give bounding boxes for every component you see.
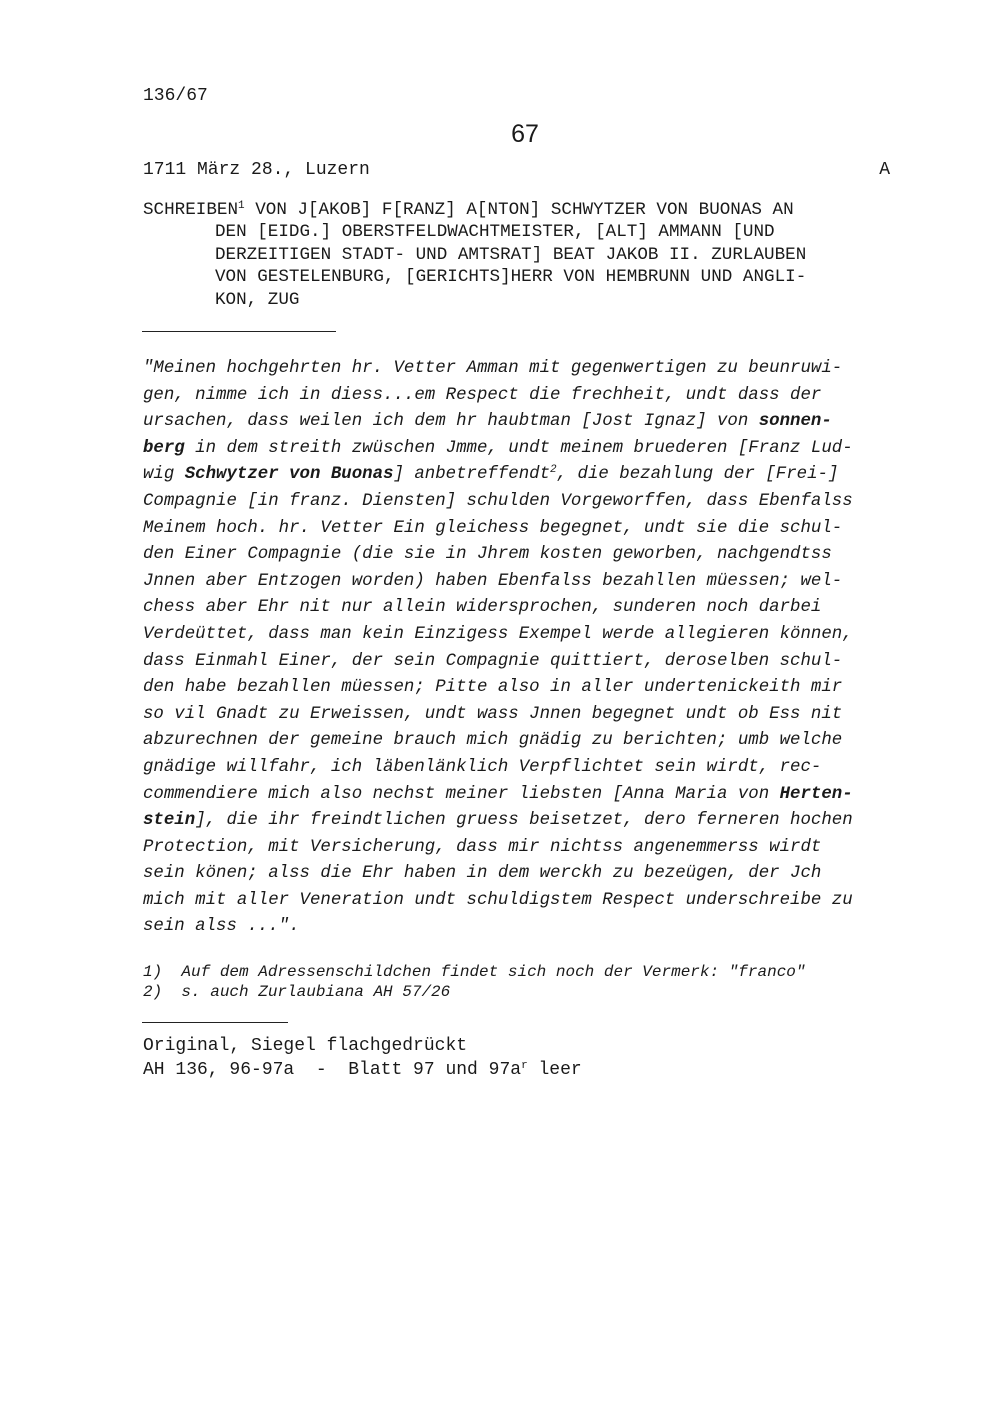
quote-text: in dem streith zwüschen Jmme, undt meinem bruederen [Franz Lud- xyxy=(184,438,853,458)
quote-line xyxy=(143,782,903,809)
quote-line: den habe bezahllen müessen; Pitte also in aller undertenickeith mir xyxy=(143,678,843,698)
quote-text: , die bezahlung der [Frei-] xyxy=(556,465,839,485)
quote-line: Jnnen aber Entzogen worden) haben Ebenfalss bezahllen müessen; wel- xyxy=(143,571,843,591)
quote-line: gnädige willfahr, ich läbenlänklich Verpflichtet sein wirdt, rec- xyxy=(143,757,822,777)
title-line: DEN [EIDG.] OBERSTFELDWACHTMEISTER, [ALT] AMMANN [UND xyxy=(215,222,775,243)
quote-line: dass Einmahl Einer, der sein Compagnie quittiert, deroselben schul- xyxy=(143,651,843,671)
emphasized-name: berg xyxy=(143,438,185,458)
quote-line xyxy=(143,409,903,436)
date-place: 1711 März 28., Luzern xyxy=(143,160,370,180)
source-line xyxy=(143,1058,582,1082)
quote-line: "Meinen hochgehrten hr. Vetter Amman mit gegenwertigen zu beunruwi- xyxy=(143,359,843,378)
source-note xyxy=(143,1034,582,1082)
title-text: VON J[AKOB] F[RANZ] A[NTON] SCHWYTZER VON BUONAS AN xyxy=(244,200,794,220)
title-line: VON GESTELENBURG, [GERICHTS]HERR VON HEMBRUNN UND ANGLI- xyxy=(215,267,807,288)
quote-line: Protection, mit Versicherung, dass mir nichtss angenemmerss wirdt xyxy=(143,837,822,857)
title-line xyxy=(143,199,903,221)
emphasized-name: stein xyxy=(143,811,196,831)
quote-line: sein könen; alss die Ehr haben in dem werckh zu bezeügen, der Jch xyxy=(143,864,822,884)
footnotes xyxy=(143,962,903,1002)
quote-text: commendiere mich also nechst meiner liebsten [Anna Maria von xyxy=(143,784,780,804)
footnote-marker: 2 xyxy=(550,464,557,477)
quote-line: gen, nimme ich in diess...em Respect die frechheit, undt dass der xyxy=(143,385,822,405)
source-divider xyxy=(142,1022,288,1023)
letter-quotation xyxy=(143,356,903,941)
emphasized-name: Schwytzer von Buonas xyxy=(184,465,394,485)
quote-line: sein alss ...". xyxy=(143,917,300,937)
superscript-r: r xyxy=(521,1060,528,1072)
document-title xyxy=(143,199,903,311)
emphasized-name: Herten- xyxy=(779,784,853,804)
category-letter: A xyxy=(879,160,890,180)
quote-line: mich mit aller Veneration undt schuldigstem Respect underschreibe zu xyxy=(143,890,853,910)
quote-line: Verdeüttet, dass man kein Einzigess Exempel werde allegieren können, xyxy=(143,624,853,644)
quote-line: chess aber Ehr nit nur allein widersprochen, sunderen noch darbei xyxy=(143,598,822,618)
archive-reference: 136/67 xyxy=(143,86,208,106)
quote-line: Meinem hoch. hr. Vetter Ein gleichess begegnet, undt sie die schul- xyxy=(143,518,843,538)
title-line: KON, ZUG xyxy=(215,289,300,310)
quote-line xyxy=(143,462,903,489)
source-text: AH 136, 96-97a - Blatt 97 und 97a xyxy=(143,1060,522,1080)
section-divider xyxy=(142,331,336,332)
date-line xyxy=(143,160,890,180)
quote-line xyxy=(143,436,903,463)
quote-line: den Einer Compagnie (die sie in Jhrem kosten geworben, nachgendtss xyxy=(143,545,832,565)
quote-text: wig xyxy=(143,465,185,485)
footnote-2: 2) s. auch Zurlaubiana AH 57/26 xyxy=(143,983,451,1001)
quote-text: ], die ihr freindtlichen gruess beisetzet, dero ferneren hochen xyxy=(195,811,853,831)
quote-text: ] anbetreffendt xyxy=(393,465,551,485)
quote-line: abzurechnen der gemeine brauch mich gnädig zu berichten; umb welche xyxy=(143,731,843,751)
source-text: leer xyxy=(527,1060,582,1080)
quote-line: Compagnie [in franz. Diensten] schulden Vorgeworffen, dass Ebenfalss xyxy=(143,491,853,511)
source-line: Original, Siegel flachgedrückt xyxy=(143,1036,468,1056)
quote-text: ursachen, dass weilen ich dem hr haubtman [Jost Ignaz] von xyxy=(143,412,759,432)
title-line: DERZEITIGEN STADT- UND AMTSRAT] BEAT JAKOB II. ZURLAUBEN xyxy=(215,244,807,265)
footnote-marker: 1 xyxy=(238,200,245,212)
title-text: SCHREIBEN xyxy=(143,200,239,220)
quote-line: so vil Gnadt zu Erweissen, undt wass Jnnen begegnet undt ob Ess nit xyxy=(143,704,843,724)
footnote-1: 1) Auf dem Adressenschildchen findet sich noch der Vermerk: "franco" xyxy=(143,963,806,981)
page-number: 67 xyxy=(511,120,539,148)
quote-line xyxy=(143,808,903,835)
emphasized-name: sonnen- xyxy=(758,412,832,432)
